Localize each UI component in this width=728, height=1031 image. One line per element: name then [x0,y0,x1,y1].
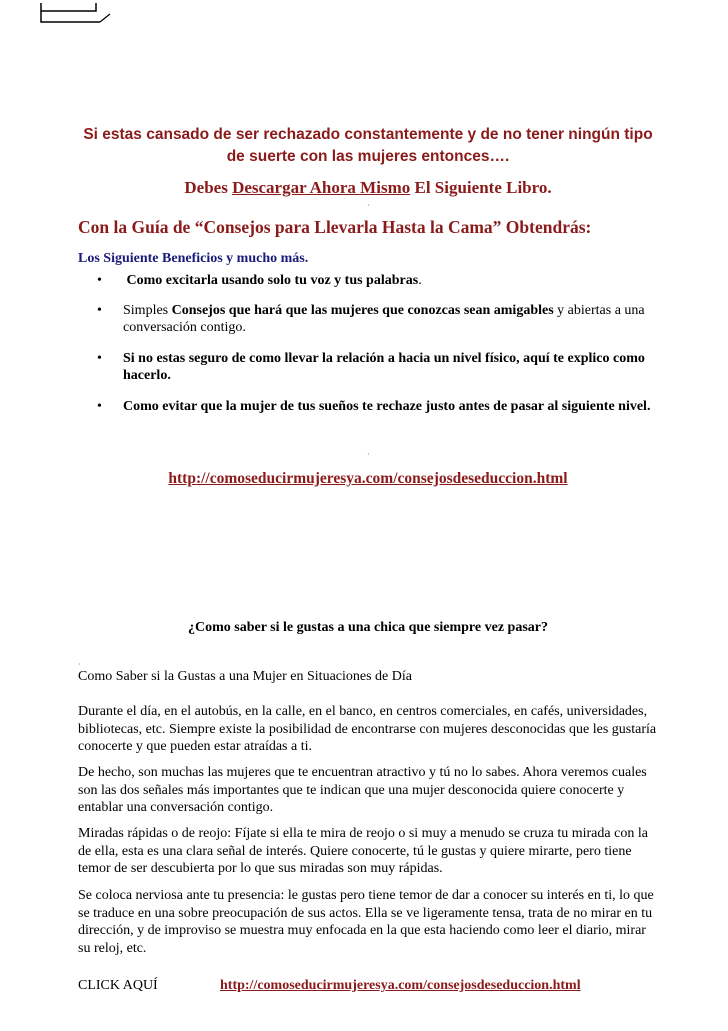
bullet-bold: Si no estas seguro de como llevar la relación a hacia un nivel físico, aquí te explico como hacerlo. [123,351,645,383]
section-title: Como Saber si la Gustas a una Mujer en Situaciones de Día [78,669,412,684]
list-item [78,302,658,336]
bullet-icon: • [97,273,102,288]
bullet-bold: Consejos que hará que las mujeres que conozcas sean amigables [171,303,554,318]
paragraph-3: Miradas rápidas o de reojo: Fíjate si ella te mira de reojo o si muy a menudo se cruza tu mirada con la de ella, esta es una clara señal de interés. Quiere conocerte, tú le gustas y quiere mirarte, pero tiene temor de ser descubierta por lo que sus miradas son muy rápidas. [78,826,648,876]
benefits-heading: Los Siguiente Beneficios y mucho más. [78,251,309,266]
bullet-icon: • [97,399,102,414]
benefits-list [78,272,658,429]
dot-marker: · [367,450,370,459]
dot-marker: · [78,660,81,669]
footer-link[interactable]: http://comoseducirmujeresya.com/consejosdeseduccion.html [220,978,581,993]
paragraph-2: De hecho, son muchas las mujeres que te encuentran atractivo y tú no lo sabes. Ahora veremos cuales son las dos señales más importantes que te indican que una mujer desconocida quiere conocerte y entablar una conversación contigo. [78,765,647,815]
footer-row [78,978,658,994]
list-item [78,398,658,415]
offer-link-block [78,470,658,488]
dot-marker: · [367,201,370,210]
bullet-bold: Como evitar que la mujer de tus sueños te rechaze justo antes de pasar al siguiente nivel. [123,399,651,414]
list-item [78,272,658,289]
download-cta [78,178,658,198]
intro-text: Si estas cansado de ser rechazado constantemente y de no tener ningún tipo de suerte con las mujeres entonces…. [83,126,653,165]
download-link[interactable]: Descargar Ahora Mismo [232,178,411,197]
bullet-rest: y abiertas a una conversación contigo. [123,303,645,335]
bullet-bold: Como excitarla usando solo tu voz y tus palabras [126,273,419,288]
bullet-icon: • [97,303,102,318]
paragraph-1: Durante el día, en el autobús, en la calle, en el banco, en centros comerciales, en cafés, universidades, bibliotecas, etc. Siempre existe la posibilidad de encontrarse con mujeres desconocidas que les gustaría conocerte y que pueden estar atraídas a ti. [78,704,657,754]
bullet-pre: Simples [123,303,172,318]
question-heading: ¿Como saber si le gustas a una chica que siempre vez pasar? [188,620,548,635]
list-item [78,350,658,384]
cta-suffix: El Siguiente Libro. [410,178,552,197]
cta-prefix: Debes [184,178,233,197]
bullet-rest: . [418,273,422,288]
corner-mark-icon [38,0,118,30]
paragraph-4: Se coloca nerviosa ante tu presencia: le gustas pero tiene temor de dar a conocer su interés en ti, lo que se traduce en una sobre preocupación de sus actos. Ella se ve ligeramente tensa, trata de no mirar en tu dirección, y de improviso se muestra muy enfocada en la que esta haciendo como leer el diario, mirar su reloj, etc. [78,888,654,956]
guide-heading: Con la Guía de “Consejos para Llevarla Hasta la Cama” Obtendrás: [78,217,592,237]
bullet-icon: • [97,351,102,366]
click-here-label: CLICK AQUÍ [78,978,158,993]
offer-link[interactable]: http://comoseducirmujeresya.com/consejosdeseduccion.html [168,470,568,487]
